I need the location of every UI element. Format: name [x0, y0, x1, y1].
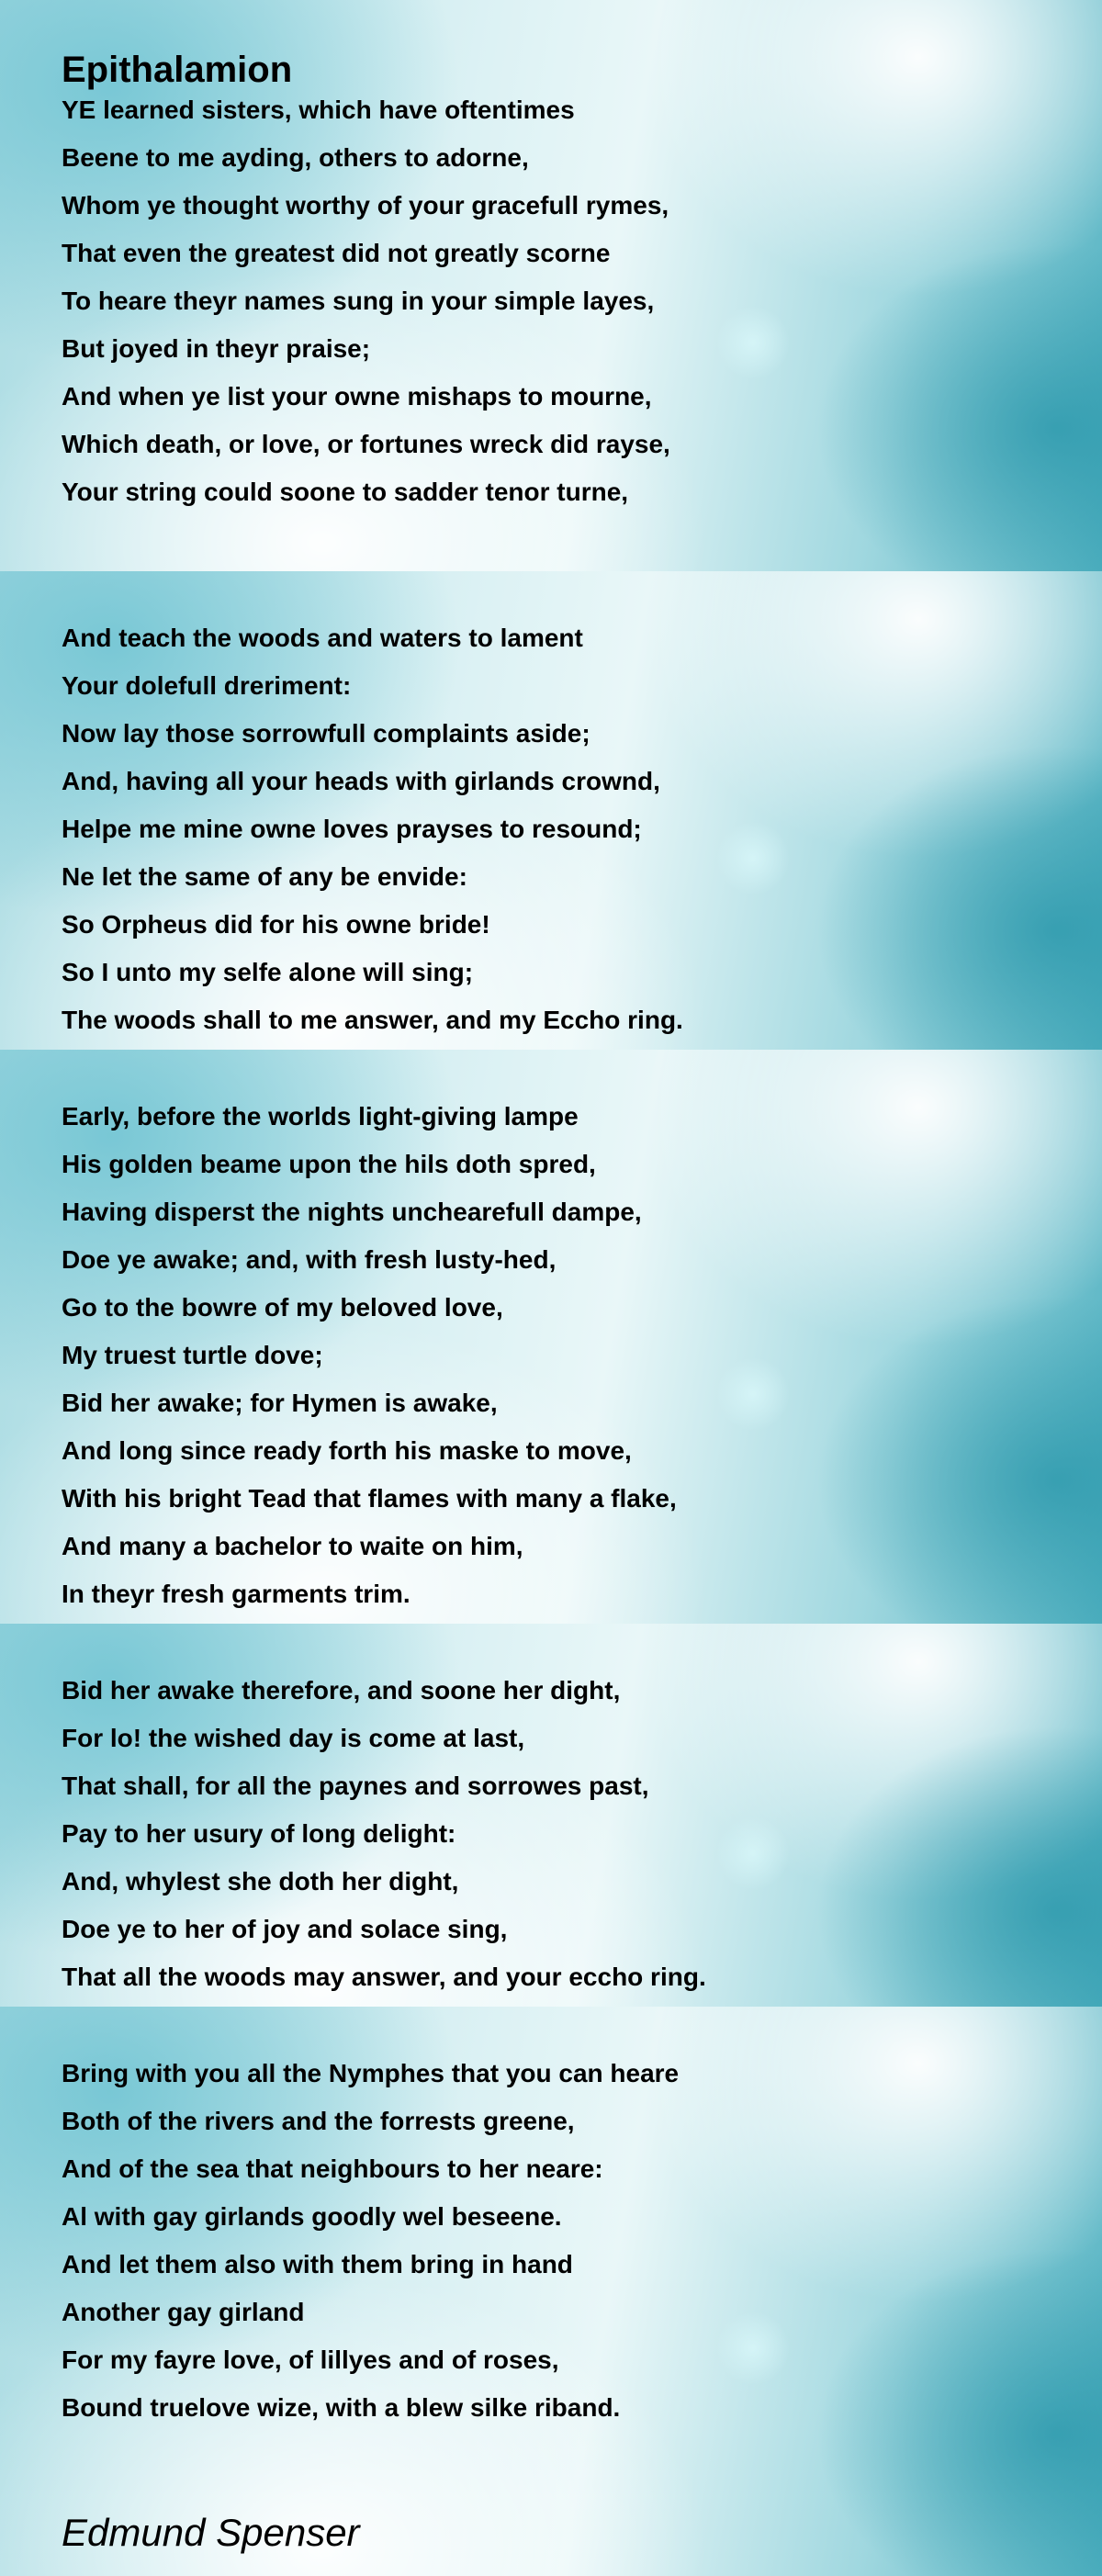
poem-line: Your string could soone to sadder tenor turne,: [62, 478, 629, 506]
poem-line: That all the woods may answer, and your eccho ring.: [62, 1963, 706, 1991]
poem-line: YE learned sisters, which have oftentimes: [62, 96, 575, 124]
poem-line: Ne let the same of any be envide:: [62, 862, 467, 891]
poem-line: Pay to her usury of long delight:: [62, 1819, 456, 1848]
stanza-panel: [0, 571, 1102, 1050]
poem-line: Now lay those sorrowfull complaints aside;: [62, 719, 590, 748]
poem-line: Early, before the worlds light-giving lampe: [62, 1102, 579, 1131]
poem-line: Go to the bowre of my beloved love,: [62, 1293, 503, 1322]
poem-line: The woods shall to me answer, and my Eccho ring.: [62, 1006, 683, 1034]
poem-line: Both of the rivers and the forrests greene,: [62, 2107, 575, 2135]
poem-line: And, whylest she doth her dight,: [62, 1867, 459, 1895]
stanza-panel: [0, 2007, 1102, 2576]
poem-line: Another gay girland: [62, 2298, 305, 2326]
poem-line: Bid her awake therefore, and soone her dight,: [62, 1676, 621, 1704]
poem-line: Helpe me mine owne loves prayses to resound;: [62, 815, 642, 843]
poem-line: Having disperst the nights unchearefull dampe,: [62, 1198, 642, 1226]
poem-author: Edmund Spenser: [62, 2511, 360, 2554]
poem-line: Doe ye to her of joy and solace sing,: [62, 1915, 508, 1943]
poem-title: Epithalamion: [62, 50, 293, 90]
poem-line: Al with gay girlands goodly wel beseene.: [62, 2202, 562, 2231]
poem-line: Beene to me ayding, others to adorne,: [62, 143, 529, 172]
poem-line: So Orpheus did for his owne bride!: [62, 910, 490, 939]
poem-line: His golden beame upon the hils doth spred,: [62, 1150, 596, 1178]
poem-line: That shall, for all the paynes and sorrowes past,: [62, 1772, 649, 1800]
poem-line: With his bright Tead that flames with many a flake,: [62, 1484, 677, 1513]
poem-line: So I unto my selfe alone will sing;: [62, 958, 474, 986]
stanza-panel: [0, 1050, 1102, 1624]
poem-line: And when ye list your owne mishaps to mourne,: [62, 382, 652, 411]
poem-line: And many a bachelor to waite on him,: [62, 1532, 523, 1560]
poem-line: And long since ready forth his maske to move,: [62, 1436, 632, 1465]
stanza-panel: [0, 1624, 1102, 2007]
stanza-panel: [0, 0, 1102, 571]
poem-line: Bring with you all the Nymphes that you can heare: [62, 2059, 680, 2087]
poem-line: And of the sea that neighbours to her neare:: [62, 2154, 603, 2183]
poem-line: That even the greatest did not greatly scorne: [62, 239, 611, 267]
poem-line: Your dolefull dreriment:: [62, 671, 352, 700]
poem-line: My truest turtle dove;: [62, 1341, 323, 1369]
poem-line: Which death, or love, or fortunes wreck did rayse,: [62, 430, 670, 458]
poem-line: For my fayre love, of lillyes and of roses,: [62, 2345, 559, 2374]
poem-line: Bound truelove wize, with a blew silke riband.: [62, 2393, 621, 2422]
poem-line: Whom ye thought worthy of your gracefull rymes,: [62, 191, 669, 219]
poem-line: Doe ye awake; and, with fresh lusty-hed,: [62, 1245, 557, 1274]
poem-line: For lo! the wished day is come at last,: [62, 1724, 525, 1752]
poem-line: And let them also with them bring in hand: [62, 2250, 573, 2278]
poem-line: In theyr fresh garments trim.: [62, 1580, 410, 1608]
poem-line: Bid her awake; for Hymen is awake,: [62, 1389, 498, 1417]
poem-line: And teach the woods and waters to lament: [62, 624, 583, 652]
poem-line: And, having all your heads with girlands crownd,: [62, 767, 660, 795]
poem-line: To heare theyr names sung in your simple layes,: [62, 287, 655, 315]
poem-line: But joyed in theyr praise;: [62, 334, 371, 363]
